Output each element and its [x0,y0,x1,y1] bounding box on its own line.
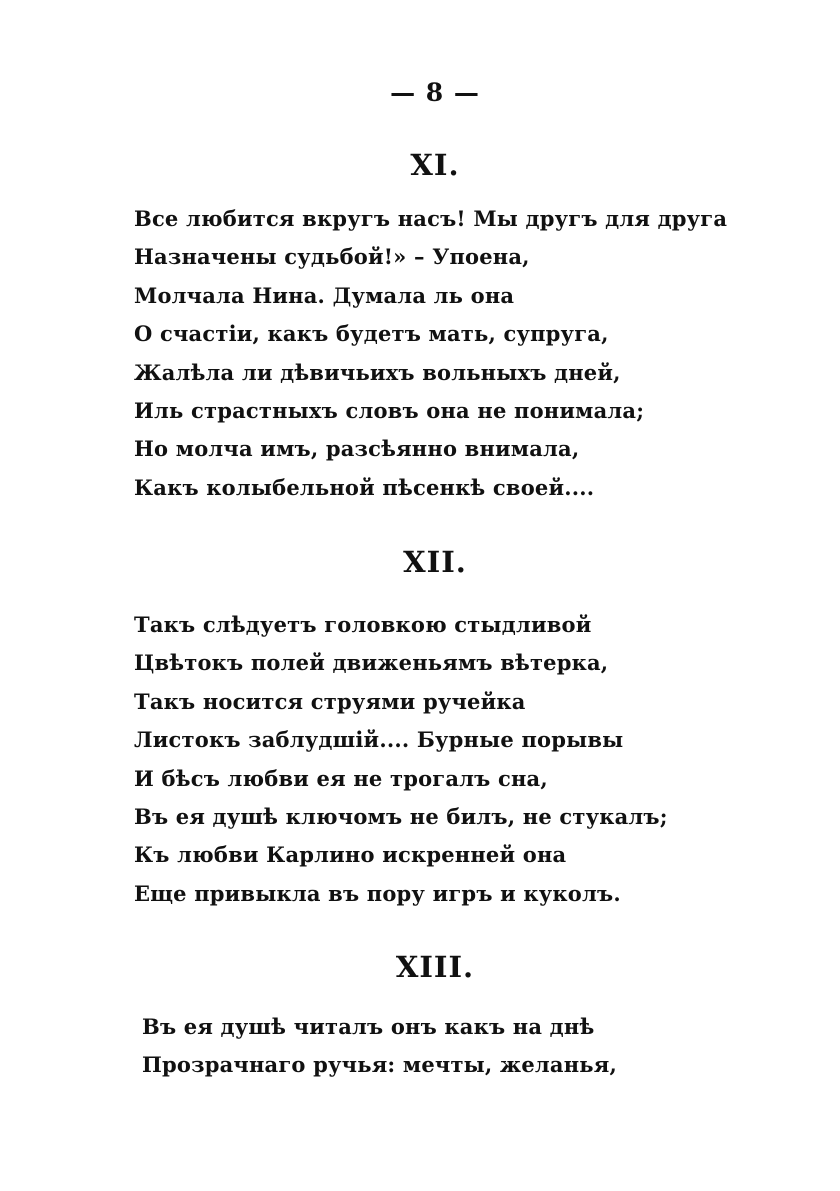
verse-line: Прозрачнаго ручья: мечты, желанья, [142,1052,617,1078]
verse-line: Такъ слѣдуетъ головкою стыдливой [134,612,592,637]
verse-line: Иль страстныхъ словъ она не понимала; [134,397,645,423]
verse-line: Жалѣла ли дѣвичьихъ вольныхъ дней, [134,359,621,385]
stanza-xii [134,606,794,913]
verse-line: Въ ея душѣ ключомъ не билъ, не стукалъ; [134,803,668,829]
verse-line: Еще привыкла въ пору игръ и куколъ. [134,880,621,906]
verse-line: И бѣсъ любви ея не трогалъ сна, [134,765,548,791]
stanza-number: XI. [410,148,460,182]
verse-line: Все любится вкругъ насъ! Мы другъ для друга [134,206,728,231]
stanza-xi [134,200,794,507]
verse-line: Къ любви Карлино искренней она [134,842,567,868]
verse-line: О счастіи, какъ будетъ мать, супруга, [134,321,609,347]
stanza-number: XIII. [395,950,475,984]
verse-line: Листокъ заблудшій.... Бурные порывы [134,727,624,753]
verse-line: Въ ея душѣ читалъ онъ какъ на днѣ [142,1014,595,1039]
verse-line: Молчала Нина. Думала ль она [134,282,515,308]
verse-line: Цвѣтокъ полей движеньямъ вѣтерка, [134,650,609,676]
verse-line: Но молча имъ, разсѣянно внимала, [134,436,580,462]
verse-line: Такъ носится струями ручейка [134,688,526,714]
page-number: — 8 — [390,78,480,107]
verse-line: Назначены судьбой!» – Упоена, [134,244,530,270]
verse-line: Какъ колыбельной пѣсенкѣ своей.... [134,474,595,500]
stanza-number: XII. [403,545,467,579]
stanza-xiii [142,1008,802,1085]
